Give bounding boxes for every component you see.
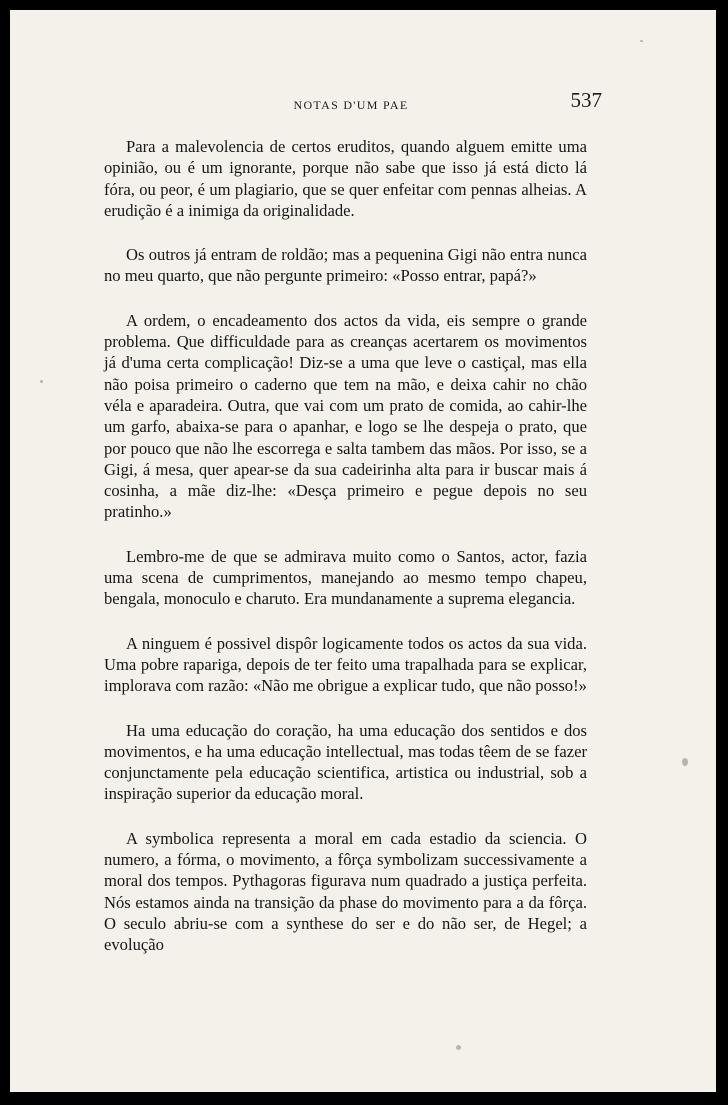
body-text: [104, 136, 587, 979]
paper-speck: [640, 40, 643, 42]
page-number: 537: [570, 88, 602, 112]
paragraph-gigi-entrance: Os outros já entram de roldão; mas a pequenina Gigi não entra nunca no meu quarto, que não pergunte primeiro: «Posso entrar, papá?»: [104, 245, 587, 286]
paragraph-symbolism: A symbolica representa a moral em cada estadio da sciencia. O numero, a fórma, o movimento, a fôrça symbolizam successivamente a moral dos tempos. Pythagoras figurava num quadrado a justiça perfeita. Nós estamos ainda na transição da phase do movimento para a da fôrça. O seculo abriu-se com a synthese do ser e do não ser, de Hegel; a evolução: [104, 828, 587, 955]
paper-speck: [456, 1045, 461, 1050]
paragraph-order-of-acts: A ordem, o encadeamento dos actos da vida, eis sempre o grande problema. Que difficuldade para as creanças acertarem os movimentos já d'uma certa complicação! Diz-se a uma que leve o castiçal, mas ella não poisa primeiro o caderno que tem na mão, e deixa cahir no chão véla e aparadeira. Outra, que vai com um prato de comida, ao cahir-lhe um garfo, abaixa-se para o apanhar, e logo se lhe despeja o prato, que por pouco que não lhe escorrega e salta tambem das mãos. Por isso, se a Gigi, á mesa, quer apear-se da sua cadeirinha alta para ir buscar mais á cosinha, a mãe diz-lhe: «Desça primeiro e pegue depois no seu pratinho.»: [104, 310, 587, 522]
paragraph-education: Ha uma educação do coração, ha uma educação dos sentidos e dos movimentos, e ha uma educação intellectual, mas todas têem de se fazer conjunctamente pela educação scientifica, artistica ou industrial, sob a inspiração superior da educação moral.: [104, 720, 587, 804]
paper-speck: [40, 380, 43, 383]
book-page: [10, 10, 716, 1092]
paragraph-logic-of-life: A ninguem é possivel dispôr logicamente todos os actos da sua vida. Uma pobre rapariga, depois de ter feito uma trapalhada para se explicar, implorava com razão: «Não me obrigue a explicar tudo, que não posso!»: [104, 633, 587, 696]
paper-speck: [682, 758, 688, 766]
paragraph-erudition: Para a malevolencia de certos eruditos, quando alguem emitte uma opinião, ou é um ignorante, porque não sabe que isso já está dicto lá fóra, ou peor, é um plagiario, que se quer enfeitar com pennas alheias. A erudição é a inimiga da originalidade.: [104, 137, 587, 220]
running-title: NOTAS D'UM PAE: [293, 98, 409, 112]
paragraph-santos-actor: Lembro-me de que se admirava muito como o Santos, actor, fazia uma scena de cumprimentos, manejando ao mesmo tempo chapeu, bengala, monoculo e charuto. Era mundanamente a suprema elegancia.: [104, 546, 587, 609]
page-header: [100, 88, 602, 124]
